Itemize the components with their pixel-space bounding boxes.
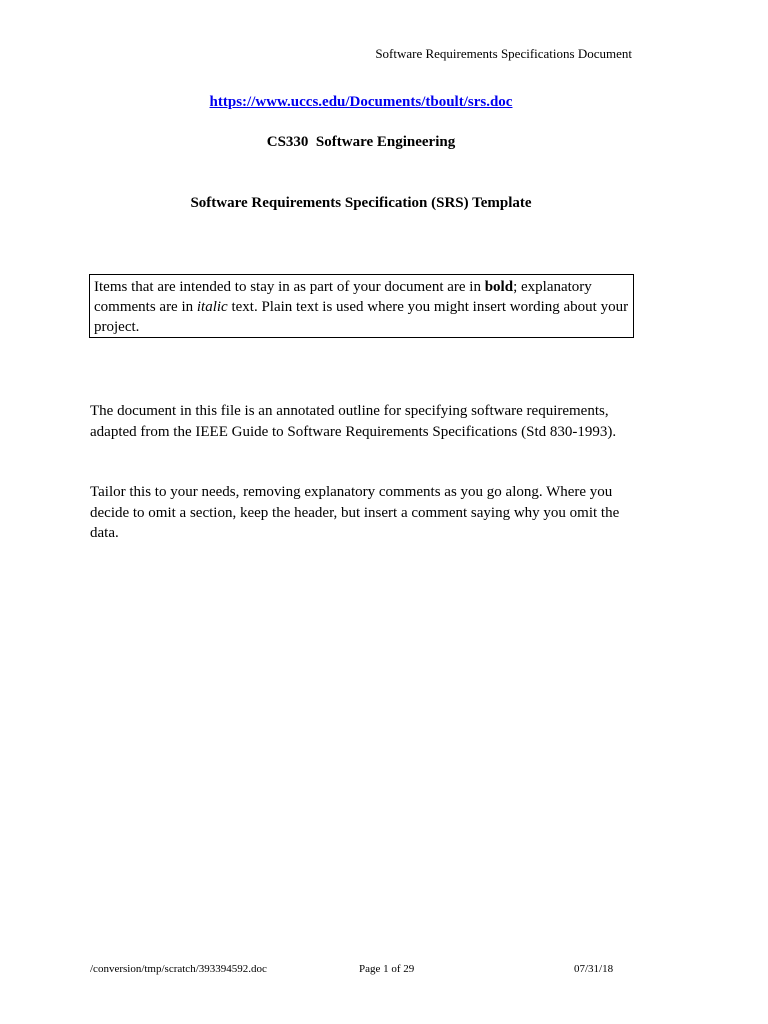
- notice-italic-word: italic: [196, 299, 228, 315]
- footer-date: 07/31/18: [574, 963, 614, 975]
- course-title: CS330 Software Engineering: [266, 134, 456, 150]
- document-url-link[interactable]: https://www.uccs.edu/Documents/tboult/srs.doc: [209, 94, 513, 110]
- notice-text: Items that are intended to stay in as part of your document are in: [94, 279, 485, 295]
- document-title: Software Requirements Specification (SRS) Template: [190, 195, 532, 211]
- footer-file-path: /conversion/tmp/scratch/393394592.doc: [90, 963, 267, 975]
- intro-paragraph: The document in this file is an annotated outline for specifying software requirements, adapted from the IEEE Guide to Software Requirements Specifications (Std 830-1993).: [90, 403, 617, 440]
- tailor-paragraph: Tailor this to your needs, removing explanatory comments as you go along. Where you decide to omit a section, keep the header, but insert a comment saying why you omit the data.: [90, 484, 620, 541]
- footer-page-number: Page 1 of 29: [359, 963, 415, 975]
- notice-text: ; explanatory comments are in: [94, 279, 592, 315]
- running-header: Software Requirements Specifications Document: [375, 46, 632, 61]
- formatting-notice-box: [89, 274, 634, 338]
- notice-bold-word: bold: [484, 279, 514, 295]
- notice-text: text. Plain text is used where you might insert wording about your project.: [94, 299, 629, 335]
